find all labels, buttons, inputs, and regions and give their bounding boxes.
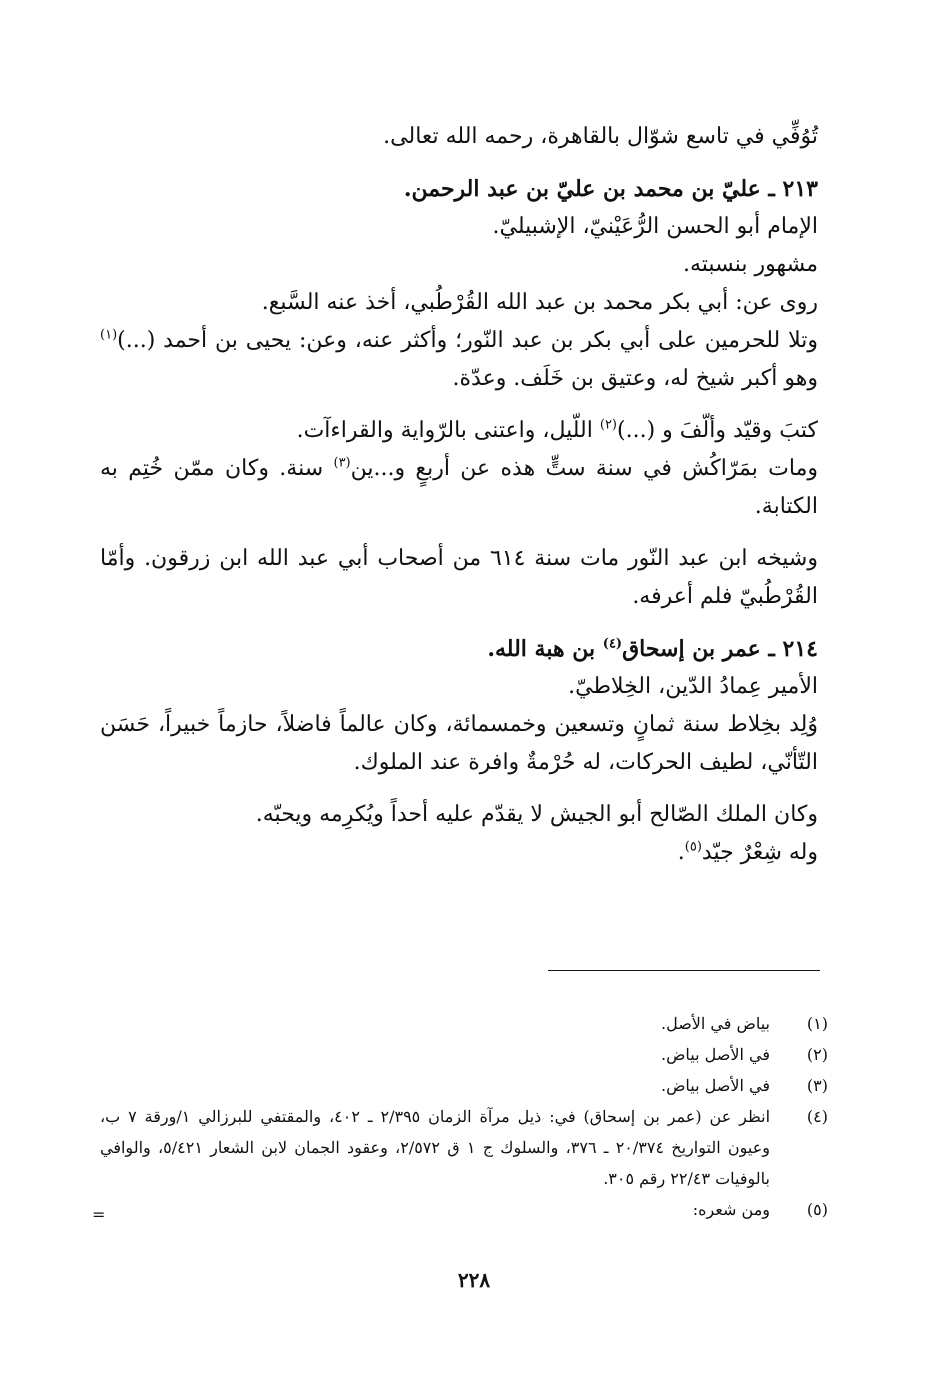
footnote: [100, 1070, 828, 1101]
footnote-number: (١): [806, 1014, 828, 1033]
entry-214-line: الأمير عِمادُ الدّين، الخِلاطيّ.: [568, 674, 818, 699]
footnote-number: (٢): [806, 1045, 828, 1064]
footnote-ref: (١): [100, 327, 118, 343]
text-span: كتبَ وقيّد وألّفَ و (...): [617, 418, 818, 443]
text-span: وتلا للحرمين على أبي بكر بن عبد النّور؛ وأكثر عنه، وعن: يحيى بن أحمد (...): [117, 328, 818, 353]
footnote-ref: (٥): [684, 839, 702, 855]
footnote-ref: (٢): [599, 417, 617, 433]
continuation-mark: =: [92, 1205, 106, 1224]
entry-213-line: وشيخه ابن عبد النّور مات سنة ٦١٤ من أصحاب أبي عبد الله ابن زرقون. وأمّا القُرْطُبيّ فلم أعرفه.: [100, 546, 818, 609]
entry-214-line: وُلِد بخِلاط سنة ثمانٍ وتسعين وخمسمائة، وكان عالماً فاضلاً، حازماً خبيراً، حَسَن التّأنّي، لطيف الحركات، له حُرْمةٌ وافرة عند الملوك.: [100, 712, 818, 775]
footnote-text: انظر عن (عمر بن إسحاق) في: ذيل مرآة الزمان ٢/٣٩٥ ـ ٤٠٢، والمقتفي للبرزالي ١/ورقة ٧ ب، وعيون التواريخ ٢٠/٣٧٤ ـ ٣٧٦، والسلوك ج ١ ق ٢/٥٧٢، وعقود الجمان لابن الشعار ٥/٤٢١، والوافي بالوفيات ٢٢/٤٣ رقم ٣٠٥.: [100, 1107, 771, 1188]
footnote-text: بياض في الأصل.: [660, 1014, 770, 1033]
entry-213-line: الإمام أبو الحسن الرُّعَيْنيّ، الإشبيليّ.: [492, 214, 818, 239]
footnote-ref: (٣): [333, 455, 351, 471]
footnote-ref: (٤): [602, 636, 623, 652]
text-span: بن هبة الله.: [487, 636, 603, 662]
entry-213-line: [100, 322, 818, 398]
entry-214-line: [100, 834, 818, 872]
text-span: .: [677, 840, 685, 865]
footnote: [100, 1039, 828, 1070]
text-span: سنة. وكان ممّن خُتِم به الكتابة.: [100, 456, 818, 519]
paragraph: تُوُفِّي في تاسع شوّال بالقاهرة، رحمه الله تعالى.: [383, 124, 818, 149]
footnote: [100, 1194, 828, 1225]
footnotes: [100, 1008, 828, 1225]
entry-213-title: ٢١٣ ـ عليّ بن محمد بن عليّ بن عبد الرحمن.: [403, 176, 818, 202]
footnote-divider: [548, 970, 820, 971]
footnote-text: في الأصل بياض.: [660, 1045, 770, 1064]
footnote: [100, 1008, 828, 1039]
footnote-number: (٤): [806, 1107, 828, 1126]
footnote-text: في الأصل بياض.: [660, 1076, 770, 1095]
text-span: وهو أكبر شيخ له، وعتيق بن خَلَف. وعدّة.: [452, 366, 818, 391]
text-span: اللّيل، واعتنى بالرّواية والقراءآت.: [296, 418, 600, 443]
main-text: [100, 118, 818, 872]
entry-213-line: [100, 450, 818, 526]
entry-213-line: [100, 412, 818, 450]
page-number: ٢٢٨: [457, 1268, 491, 1292]
entry-213-line: مشهور بنسبته.: [683, 252, 818, 277]
footnote-number: (٣): [806, 1076, 828, 1095]
text-span: ومات بمَرّاكُش في سنة ستٍّ هذه عن أربعٍ و...ين: [350, 456, 818, 481]
entry-213-line: روى عن: أبي بكر محمد بن عبد الله القُرْطُبي، أخذ عنه السَّبع.: [261, 290, 818, 315]
entry-214-title: [100, 630, 818, 668]
footnote-text: ومن شعره:: [692, 1200, 770, 1219]
footnote: [100, 1101, 828, 1194]
text-span: وله شِعْرٌ جيّد: [701, 840, 818, 865]
text-span: ٢١٤ ـ عمر بن إسحاق: [622, 636, 818, 662]
entry-214-line: وكان الملك الصّالح أبو الجيش لا يقدّم عليه أحداً ويُكرِمه ويحبّه.: [255, 802, 818, 827]
footnote-number: (٥): [806, 1200, 828, 1219]
